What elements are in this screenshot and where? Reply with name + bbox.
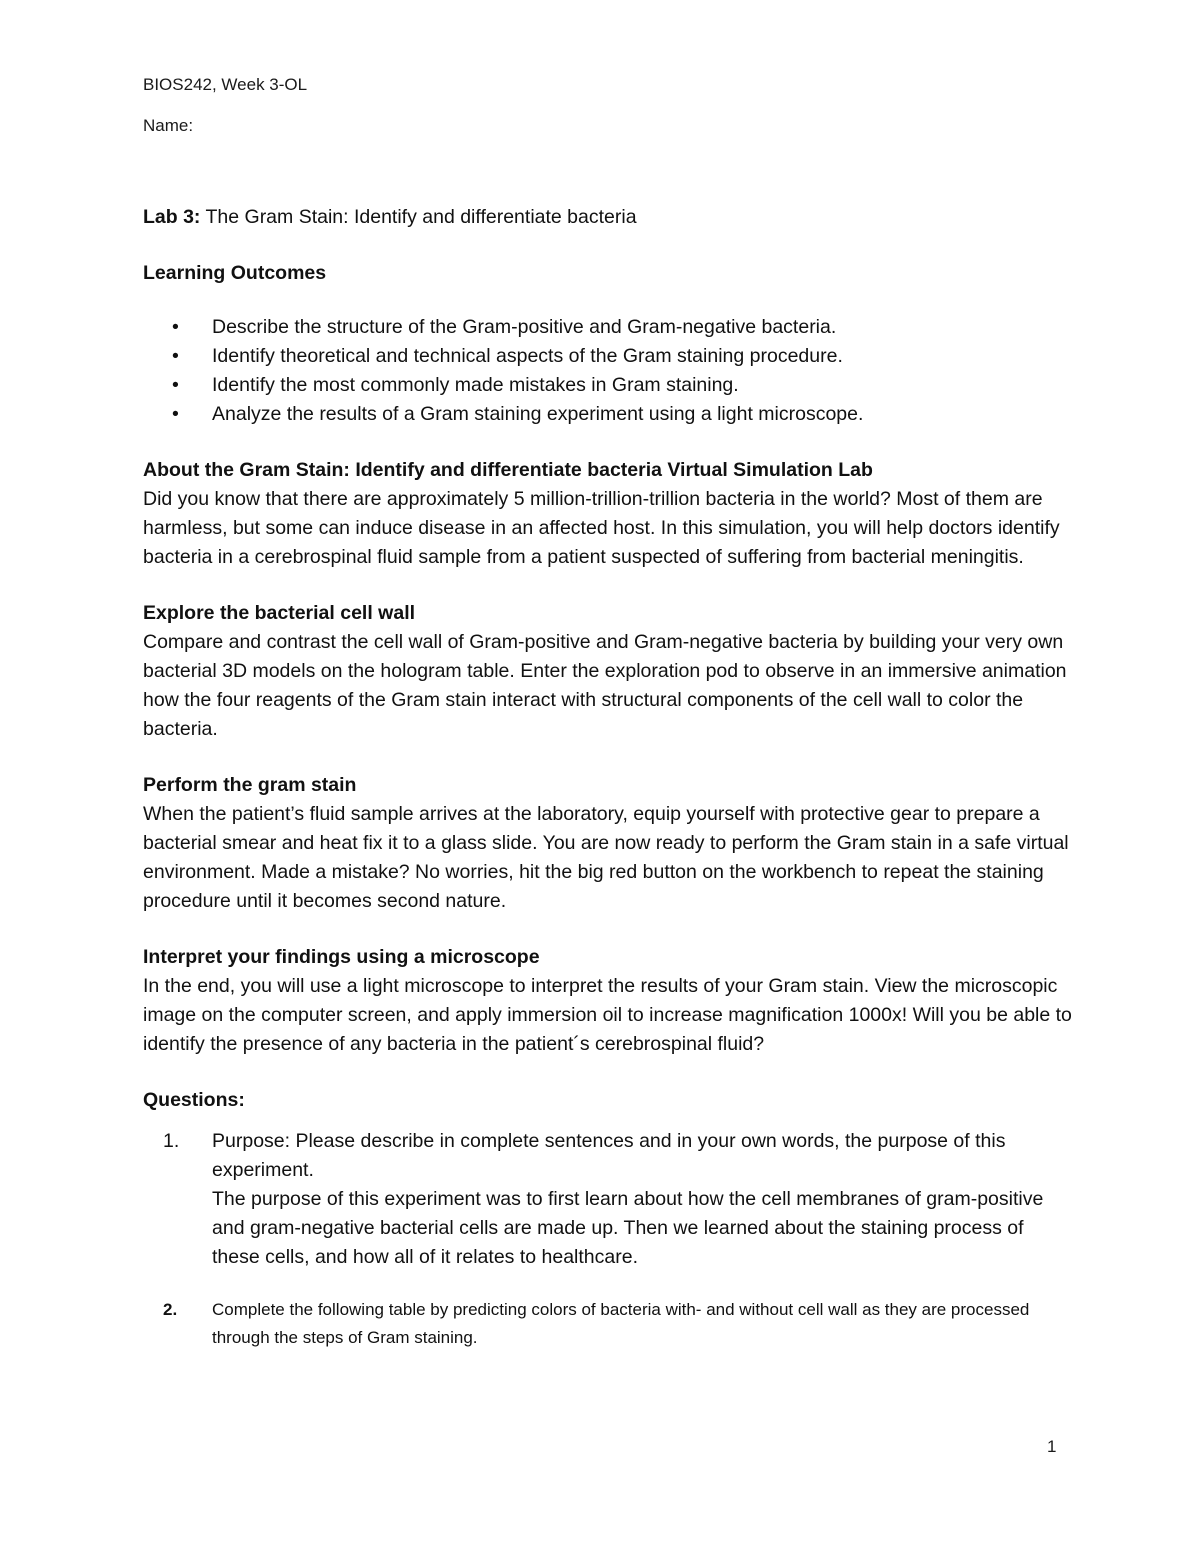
question-number: 1. [163,1130,180,1152]
perform-body: When the patient’s fluid sample arrives at the laboratory, equip yourself with protective gear to prepare a bacterial smear and heat fix it to a glass slide. You are now ready to perform the Gram stain in a safe virtual environment. Made a mistake? No worries, hit the big red button on the workbench to repeat the staining procedure until it becomes second nature. [143,803,1069,912]
lab-title-text: The Gram Stain: Identify and differentiate bacteria [200,206,637,228]
question-number: 2. [163,1300,178,1319]
question-1-prompt: Purpose: Please describe in complete sentences and in your own words, the purpose of this experiment. [212,1130,1006,1181]
lab-title [143,203,1073,232]
list-item: • Identify the most commonly made mistakes in Gram staining. [143,371,1073,400]
page-number: 1 [1047,1437,1057,1456]
interpret-heading: Interpret your findings using a microscope [143,946,540,968]
explore-body: Compare and contrast the cell wall of Gram-positive and Gram-negative bacteria by building your very own bacterial 3D models on the hologram table. Enter the exploration pod to observe in an immersive animation how the four reagents of the Gram stain interact with structural components of the cell wall to color the bacteria. [143,631,1067,740]
document-body [143,203,1073,1352]
list-item: • Describe the structure of the Gram-positive and Gram-negative bacteria. [143,313,1073,342]
questions-heading: Questions: [143,1089,245,1111]
list-item: • Analyze the results of a Gram staining experiment using a light microscope. [143,400,1073,429]
question-1-answer: The purpose of this experiment was to first learn about how the cell membranes of gram-positive and gram-negative bacterial cells are made up. Then we learned about the staining process of these cells, and how all of it relates to healthcare. [212,1188,1044,1268]
about-body: Did you know that there are approximately 5 million-trillion-trillion bacteria in the world? Most of them are harmless, but some can induce disease in an affected host. In this simulation, you will help doctors identify bacteria in a cerebrospinal fluid sample from a patient suspected of suffering from bacterial meningitis. [143,488,1060,568]
question-2-prompt: Complete the following table by predicting colors of bacteria with- and without cell wall as they are processed through the steps of Gram staining. [212,1300,1030,1347]
explore-heading: Explore the bacterial cell wall [143,602,416,624]
list-item: • Identify theoretical and technical aspects of the Gram staining procedure. [143,342,1073,371]
questions-list [143,1127,1073,1352]
question-2 [143,1296,1073,1352]
bullet-icon: • [172,316,179,338]
perform-heading: Perform the gram stain [143,774,357,796]
bullet-icon: • [172,345,179,367]
bullet-icon: • [172,403,179,425]
learning-outcomes-heading: Learning Outcomes [143,262,327,284]
about-heading: About the Gram Stain: Identify and differentiate bacteria Virtual Simulation Lab [143,459,873,481]
course-header: BIOS242, Week 3-OL [143,75,308,94]
question-1 [143,1127,1073,1272]
lab-title-prefix: Lab 3: [143,206,201,228]
name-label: Name: [143,116,194,135]
interpret-body: In the end, you will use a light microscope to interpret the results of your Gram stain. View the microscopic image on the computer screen, and apply immersion oil to increase magnification 1000x! Will you be able to identify the presence of any bacteria in the patient´s cerebrospinal fluid? [143,975,1072,1055]
learning-outcomes-list [143,313,1073,429]
bullet-icon: • [172,374,179,396]
